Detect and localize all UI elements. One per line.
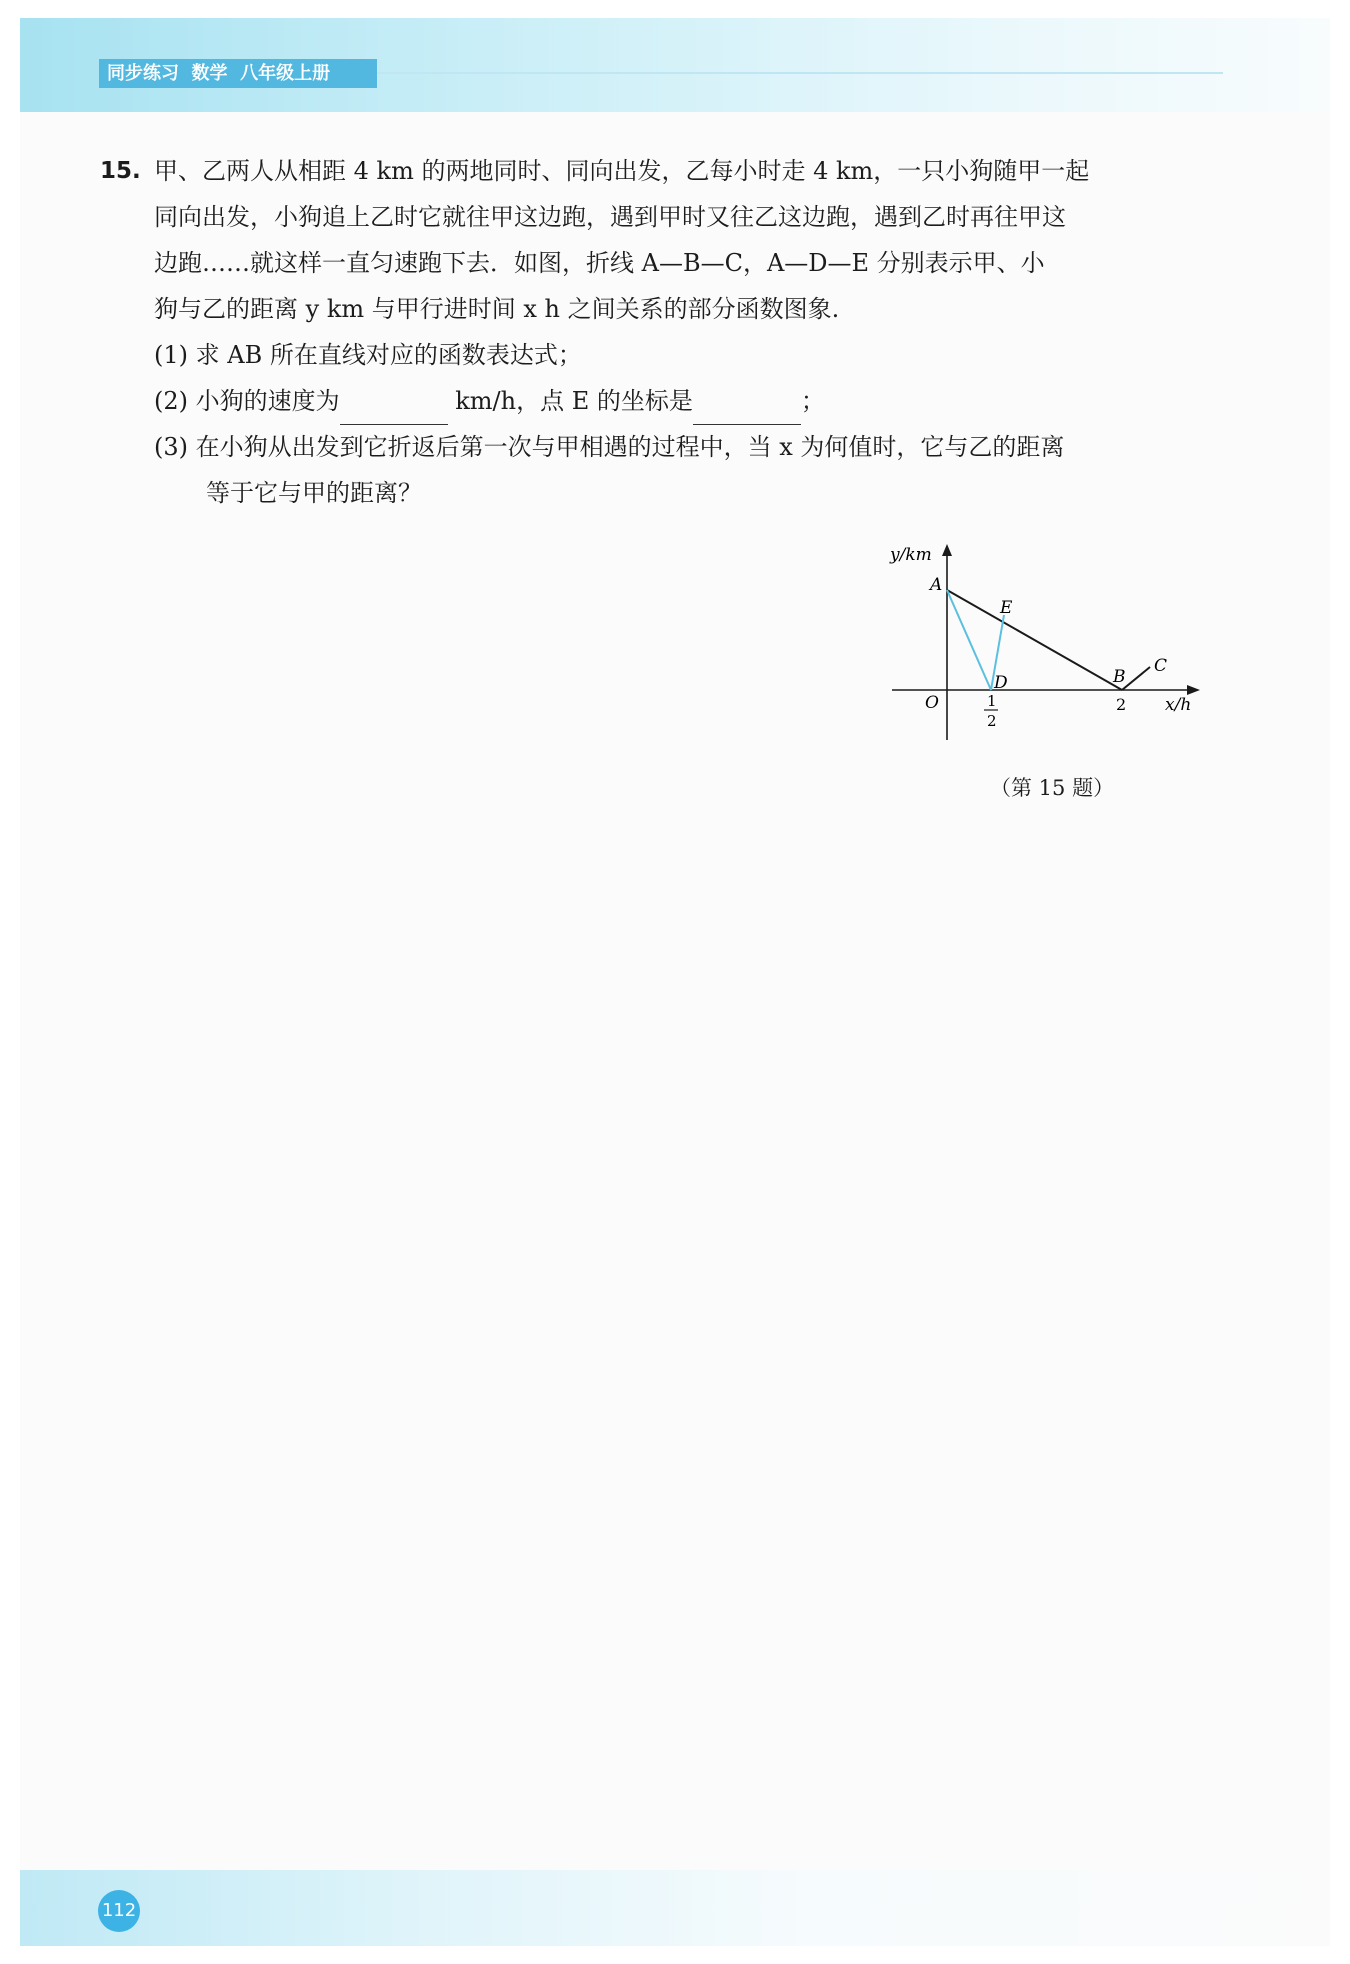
q2-text-2: km/h，点 E 的坐标是 bbox=[447, 387, 693, 415]
function-graph bbox=[870, 540, 1230, 790]
segment-bc bbox=[1122, 667, 1150, 690]
point-label-c: C bbox=[1154, 656, 1168, 676]
point-label-e: E bbox=[1000, 598, 1013, 618]
y-axis-arrow-icon bbox=[942, 544, 952, 556]
segment-ab bbox=[947, 590, 1122, 690]
point-label-b: B bbox=[1113, 667, 1126, 687]
answer-blank-speed[interactable] bbox=[340, 378, 448, 425]
answer-blank-point-e[interactable] bbox=[693, 378, 801, 425]
x-axis-label: x/h bbox=[1165, 695, 1192, 715]
question-2 bbox=[154, 378, 1230, 425]
stem-line: 狗与乙的距离 y km 与甲行进时间 x h 之间关系的部分函数图象. bbox=[154, 295, 840, 323]
footer-band bbox=[20, 1870, 1330, 1946]
point-label-a: A bbox=[930, 575, 943, 595]
point-label-d: D bbox=[994, 673, 1008, 693]
header-rule bbox=[377, 72, 1223, 74]
question-3-line-1: (3) 在小狗从出发到它折返后第一次与甲相遇的过程中，当 x 为何值时，它与乙的距离 bbox=[154, 433, 1065, 461]
q2-text-3: ； bbox=[800, 387, 825, 415]
page-number: 112 bbox=[98, 1890, 140, 1932]
origin-label: O bbox=[925, 693, 939, 713]
stem-line: 同向出发，小狗追上乙时它就往甲这边跑，遇到甲时又往乙这边跑，遇到乙时再往甲这 bbox=[154, 203, 1066, 231]
q2-text-1: (2) 小狗的速度为 bbox=[154, 387, 340, 415]
question-3-line-2: 等于它与甲的距离？ bbox=[206, 479, 422, 507]
stem-line: 甲、乙两人从相距 4 km 的两地同时、同向出发，乙每小时走 4 km，一只小狗随甲一起 bbox=[154, 157, 1090, 185]
tick-label-half-denominator: 2 bbox=[987, 712, 997, 730]
tick-label-half-numerator: 1 bbox=[987, 692, 997, 710]
y-axis-label: y/km bbox=[890, 545, 932, 565]
figure-caption: （第 15 题） bbox=[990, 776, 1115, 800]
stem-line: 边跑……就这样一直匀速跑下去．如图，折线 A—B—C，A—D—E 分别表示甲、小 bbox=[154, 249, 1045, 277]
tick-label-two: 2 bbox=[1116, 695, 1127, 714]
question-1: (1) 求 AB 所在直线对应的函数表达式； bbox=[154, 341, 582, 369]
x-axis-arrow-icon bbox=[1187, 685, 1200, 695]
problem-number: 15. bbox=[100, 158, 141, 184]
segment-ad bbox=[947, 590, 991, 690]
header-tag: 同步练习 数学 八年级上册 bbox=[99, 59, 377, 88]
problem-stem bbox=[154, 148, 1230, 332]
